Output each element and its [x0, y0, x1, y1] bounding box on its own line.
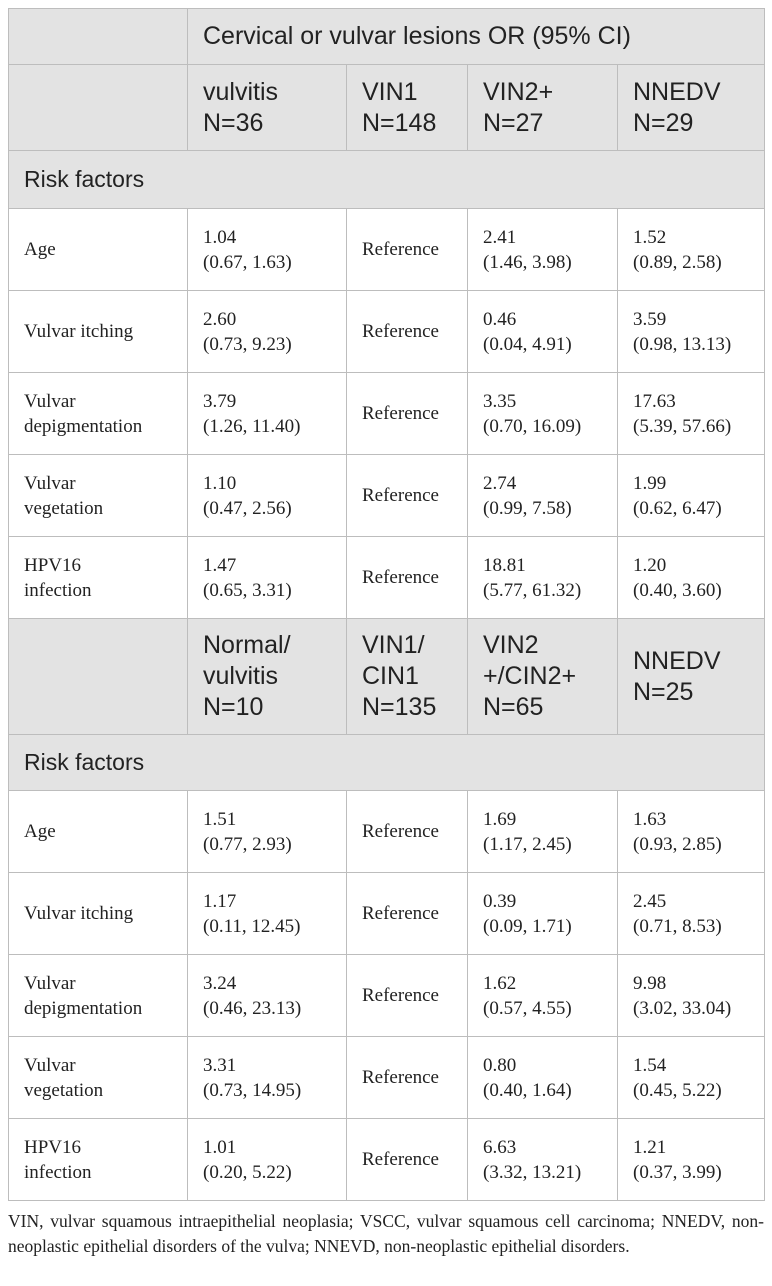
or-cell: [188, 291, 347, 373]
table-row: [9, 791, 765, 873]
column-line: N=65: [483, 693, 544, 721]
cell-text: 0.39: [483, 890, 517, 912]
section-label: Risk factors: [9, 151, 765, 209]
or-cell: [188, 1037, 347, 1119]
cell-text: Reference: [362, 903, 439, 924]
cell-text: 3.59: [633, 308, 667, 330]
cell-text: (0.57, 4.55): [483, 997, 572, 1019]
cell-text: 2.45: [633, 890, 667, 912]
or-cell: [618, 537, 765, 619]
or-cell: [618, 955, 765, 1037]
cell-text: 2.41: [483, 226, 517, 248]
cell-text: vegetation: [24, 497, 104, 519]
or-cell: [188, 373, 347, 455]
cell-text: vegetation: [24, 1079, 104, 1101]
cell-text: 18.81: [483, 554, 526, 576]
cell-text: 1.04: [203, 226, 237, 248]
cell-text: Vulvar: [24, 972, 76, 994]
cell-text: 1.69: [483, 808, 517, 830]
cell-text: (0.40, 3.60): [633, 579, 722, 601]
cell-text: 1.52: [633, 226, 667, 248]
cell-text: 3.24: [203, 972, 237, 994]
risk-factor-cell: [9, 955, 188, 1037]
table-row: [9, 537, 765, 619]
column-line: Normal/: [203, 631, 291, 659]
column-n: N=29: [633, 108, 694, 137]
column-line: N=135: [362, 693, 437, 721]
column-header: [618, 619, 765, 735]
or-cell: [618, 209, 765, 291]
cell-text: (0.99, 7.58): [483, 497, 572, 519]
cell-text: 1.17: [203, 890, 237, 912]
cell-text: (0.37, 3.99): [633, 1161, 722, 1183]
table-row: [9, 955, 765, 1037]
risk-factor-cell: [9, 373, 188, 455]
column-line: VIN1/: [362, 631, 425, 659]
or-cell: [618, 455, 765, 537]
cell-text: 3.79: [203, 390, 237, 412]
risk-factor-cell: [9, 537, 188, 619]
cell-text: (5.39, 57.66): [633, 415, 732, 437]
cell-text: (0.73, 14.95): [203, 1079, 302, 1101]
cell-text: 1.21: [633, 1136, 667, 1158]
cell-text: Vulvar: [24, 1054, 76, 1076]
section-1-body: [9, 151, 765, 619]
table-row: [9, 291, 765, 373]
cell-text: infection: [24, 579, 92, 601]
or-cell: [468, 209, 618, 291]
cell-text: Vulvar: [24, 472, 76, 494]
cell-text: (1.26, 11.40): [203, 415, 301, 437]
header-empty-cell: [9, 619, 188, 735]
cell-text: (0.65, 3.31): [203, 579, 292, 601]
or-cell: [618, 791, 765, 873]
column-name: VIN1: [362, 77, 418, 106]
header-empty-cell: [9, 65, 188, 151]
cell-text: 1.51: [203, 808, 237, 830]
cell-text: 2.60: [203, 308, 237, 330]
or-cell: [188, 455, 347, 537]
risk-factor-cell: [9, 1119, 188, 1201]
or-cell: [188, 955, 347, 1037]
cell-text: (3.32, 13.21): [483, 1161, 582, 1183]
cell-text: Reference: [362, 567, 439, 588]
column-name: NNEDV: [633, 77, 721, 106]
or-cell: [188, 537, 347, 619]
column-name: VIN2+: [483, 77, 554, 106]
cell-text: 0.46: [483, 308, 517, 330]
column-n: N=36: [203, 108, 264, 137]
cell-text: 6.63: [483, 1136, 517, 1158]
or-cell: [188, 791, 347, 873]
cell-text: (5.77, 61.32): [483, 579, 582, 601]
table-row: [9, 1037, 765, 1119]
reference-cell: [347, 373, 468, 455]
or-cell: [618, 291, 765, 373]
cell-text: Reference: [362, 985, 439, 1006]
cell-text: (0.11, 12.45): [203, 915, 301, 937]
column-header: [188, 619, 347, 735]
column-line: N=10: [203, 693, 264, 721]
second-header: [9, 619, 765, 735]
risk-factor-cell: [9, 291, 188, 373]
cell-text: 3.31: [203, 1054, 237, 1076]
cell-text: Reference: [362, 403, 439, 424]
risk-factor-cell: [9, 791, 188, 873]
column-n: N=148: [362, 108, 437, 137]
cell-text: (0.47, 2.56): [203, 497, 292, 519]
cell-text: Vulvar itching: [24, 321, 134, 342]
cell-text: (1.17, 2.45): [483, 833, 572, 855]
cell-text: (0.46, 23.13): [203, 997, 302, 1019]
reference-cell: [347, 1037, 468, 1119]
cell-text: (0.89, 2.58): [633, 251, 722, 273]
column-line: VIN2: [483, 631, 539, 659]
cell-text: 1.47: [203, 554, 237, 576]
or-cell: [618, 373, 765, 455]
cell-text: depigmentation: [24, 415, 143, 437]
cell-text: (0.93, 2.85): [633, 833, 722, 855]
cell-text: depigmentation: [24, 997, 143, 1019]
table-row: [9, 455, 765, 537]
cell-text: Age: [24, 821, 56, 842]
cell-text: Reference: [362, 1067, 439, 1088]
cell-text: (0.04, 4.91): [483, 333, 572, 355]
cell-text: Age: [24, 239, 56, 260]
cell-text: 1.99: [633, 472, 667, 494]
column-line: +/CIN2+: [483, 662, 577, 690]
column-line: N=25: [633, 677, 694, 706]
column-line: CIN1: [362, 662, 419, 690]
or-cell: [618, 1037, 765, 1119]
table-container: [8, 8, 764, 1259]
column-header: [468, 65, 618, 151]
or-cell: [188, 209, 347, 291]
cell-text: Reference: [362, 821, 439, 842]
cell-text: 3.35: [483, 390, 517, 412]
cell-text: 1.63: [633, 808, 667, 830]
cell-text: (0.67, 1.63): [203, 251, 292, 273]
table-row: [9, 209, 765, 291]
cell-text: (0.20, 5.22): [203, 1161, 292, 1183]
or-cell: [618, 1119, 765, 1201]
risk-factor-table: [8, 8, 765, 1201]
table-footnote: VIN, vulvar squamous intraepithelial neoplasia; VSCC, vulvar squamous cell carcinoma; NNEDV, non-neoplastic epithelial disorders of the vulva; NNEVD, non-neoplastic epithelial disorders.: [8, 1211, 764, 1256]
cell-text: 1.62: [483, 972, 517, 994]
cell-text: HPV16: [24, 554, 82, 576]
column-header: [618, 65, 765, 151]
cell-text: (0.09, 1.71): [483, 915, 572, 937]
column-header: [188, 65, 347, 151]
cell-text: (0.98, 13.13): [633, 333, 732, 355]
section-2-body: [9, 735, 765, 1201]
cell-text: 1.20: [633, 554, 667, 576]
reference-cell: [347, 455, 468, 537]
cell-text: 2.74: [483, 472, 517, 494]
reference-cell: [347, 1119, 468, 1201]
cell-text: Reference: [362, 485, 439, 506]
column-n: N=27: [483, 108, 544, 137]
header-empty-cell: [9, 9, 188, 65]
cell-text: (0.73, 9.23): [203, 333, 292, 355]
cell-text: (0.40, 1.64): [483, 1079, 572, 1101]
or-cell: [468, 455, 618, 537]
or-cell: [188, 1119, 347, 1201]
column-header: [468, 619, 618, 735]
cell-text: (1.46, 3.98): [483, 251, 572, 273]
table-row: [9, 873, 765, 955]
cell-text: (0.77, 2.93): [203, 833, 292, 855]
risk-factor-cell: [9, 1037, 188, 1119]
cell-text: 1.10: [203, 472, 237, 494]
risk-factor-cell: [9, 873, 188, 955]
risk-factor-cell: [9, 455, 188, 537]
column-header: [347, 619, 468, 735]
or-cell: [468, 1119, 618, 1201]
group-title: Cervical or vulvar lesions OR (95% CI): [188, 9, 765, 65]
or-cell: [188, 873, 347, 955]
or-cell: [468, 873, 618, 955]
column-line: NNEDV: [633, 646, 721, 675]
reference-cell: [347, 791, 468, 873]
column-line: vulvitis: [203, 662, 279, 690]
or-cell: [468, 791, 618, 873]
cell-text: Reference: [362, 239, 439, 260]
or-cell: [468, 1037, 618, 1119]
cell-text: HPV16: [24, 1136, 82, 1158]
cell-text: infection: [24, 1161, 92, 1183]
reference-cell: [347, 209, 468, 291]
cell-text: (0.70, 16.09): [483, 415, 582, 437]
cell-text: 9.98: [633, 972, 667, 994]
table-row: [9, 1119, 765, 1201]
reference-cell: [347, 873, 468, 955]
section-label: Risk factors: [9, 735, 765, 791]
risk-factor-cell: [9, 209, 188, 291]
cell-text: (0.45, 5.22): [633, 1079, 722, 1101]
cell-text: 1.01: [203, 1136, 237, 1158]
or-cell: [468, 291, 618, 373]
or-cell: [468, 373, 618, 455]
cell-text: 0.80: [483, 1054, 517, 1076]
cell-text: 17.63: [633, 390, 676, 412]
or-cell: [468, 537, 618, 619]
column-header: [347, 65, 468, 151]
cell-text: (0.71, 8.53): [633, 915, 722, 937]
cell-text: 1.54: [633, 1054, 667, 1076]
reference-cell: [347, 537, 468, 619]
cell-text: (0.62, 6.47): [633, 497, 722, 519]
cell-text: Vulvar itching: [24, 903, 134, 924]
reference-cell: [347, 291, 468, 373]
cell-text: Reference: [362, 1149, 439, 1170]
or-cell: [618, 873, 765, 955]
reference-cell: [347, 955, 468, 1037]
cell-text: Reference: [362, 321, 439, 342]
cell-text: Vulvar: [24, 390, 76, 412]
or-cell: [468, 955, 618, 1037]
column-name: vulvitis: [203, 77, 279, 106]
cell-text: (3.02, 33.04): [633, 997, 732, 1019]
table-row: [9, 373, 765, 455]
